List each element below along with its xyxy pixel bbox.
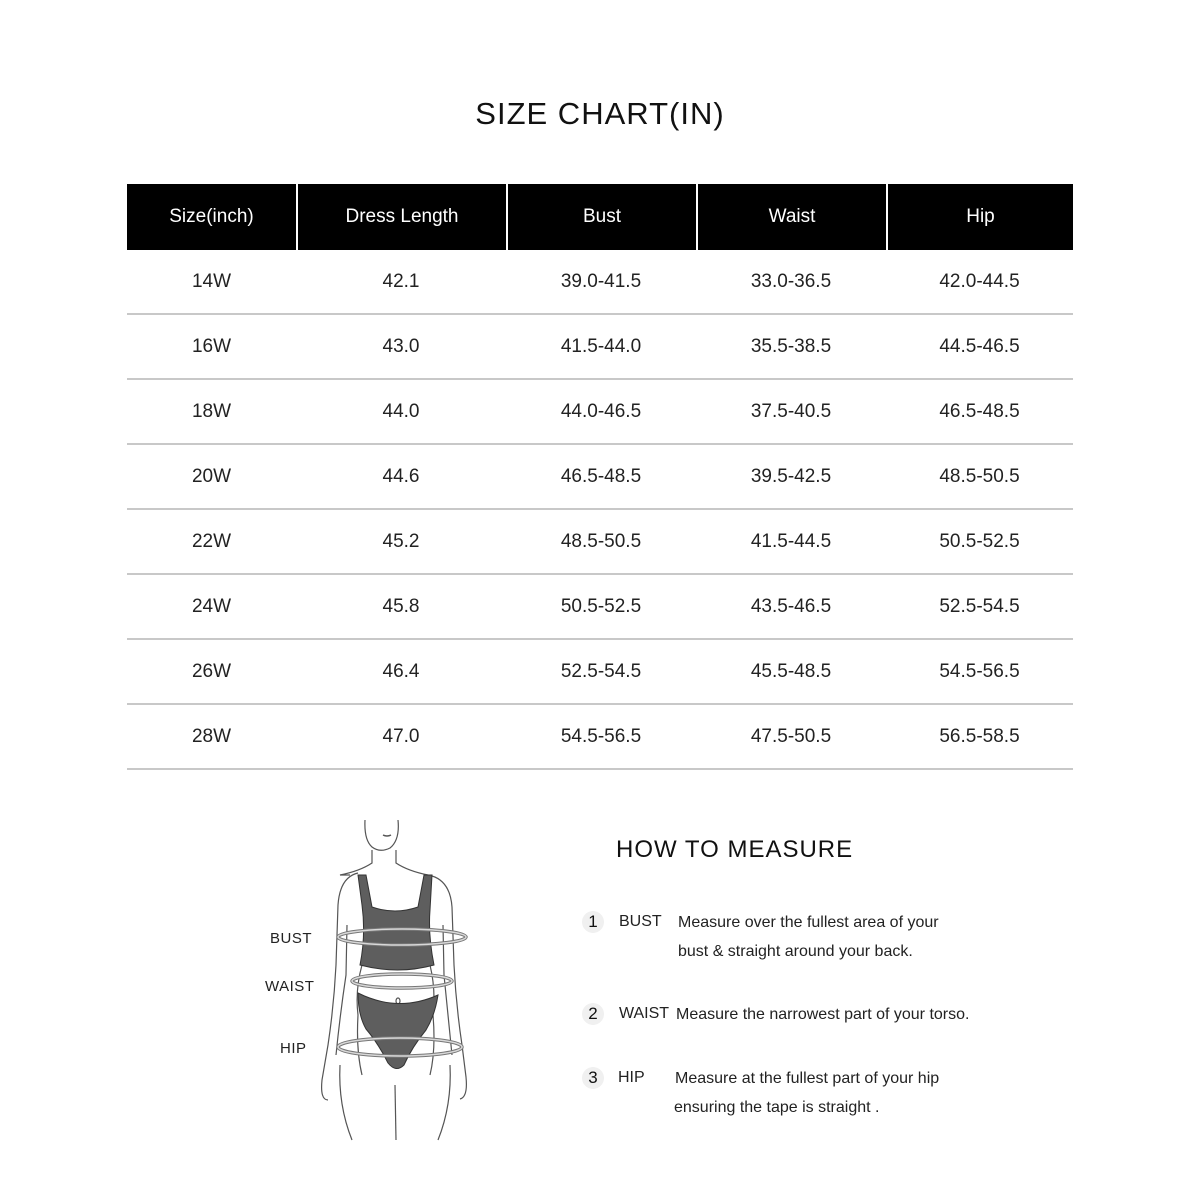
figure-label-waist: WAIST bbox=[265, 978, 315, 995]
step-1-desc-line2: bust & straight around your back. bbox=[678, 943, 913, 960]
header-bust: Bust bbox=[506, 184, 696, 250]
cell-size: 26W bbox=[191, 660, 232, 682]
cell-dress-length: 45.8 bbox=[382, 595, 420, 617]
table-row bbox=[127, 380, 1073, 445]
cell-size: 22W bbox=[191, 530, 232, 552]
how-to-measure-title: HOW TO MEASURE bbox=[616, 836, 854, 863]
table-body bbox=[127, 250, 1073, 770]
step-3-name: HIP bbox=[618, 1069, 645, 1086]
step-3-desc-line1: Measure at the fullest part of your hip bbox=[675, 1070, 940, 1087]
cell-bust: 52.5-54.5 bbox=[560, 660, 642, 682]
cell-size: 24W bbox=[191, 595, 232, 617]
cell-waist: 43.5-46.5 bbox=[750, 595, 832, 617]
header-waist: Waist bbox=[696, 184, 886, 250]
cell-dress-length: 43.0 bbox=[382, 335, 420, 357]
table-row bbox=[127, 315, 1073, 380]
header-hip: Hip bbox=[886, 184, 1073, 250]
cell-hip: 46.5-48.5 bbox=[939, 400, 1020, 422]
cell-size: 16W bbox=[191, 335, 232, 357]
cell-hip: 56.5-58.5 bbox=[939, 725, 1020, 747]
cell-waist: 33.0-36.5 bbox=[750, 270, 832, 292]
step-2-desc bbox=[676, 1000, 969, 1029]
cell-waist: 35.5-38.5 bbox=[750, 335, 832, 357]
figure-label-bust: BUST bbox=[270, 930, 313, 947]
size-table bbox=[127, 184, 1073, 770]
cell-dress-length: 47.0 bbox=[382, 725, 420, 747]
cell-dress-length: 42.1 bbox=[382, 270, 420, 292]
page-title: SIZE CHART(IN) bbox=[475, 96, 725, 131]
step-3-desc-line2: ensuring the tape is straight . bbox=[674, 1099, 880, 1116]
cell-bust: 50.5-52.5 bbox=[560, 595, 642, 617]
cell-hip: 42.0-44.5 bbox=[939, 270, 1020, 292]
step-3-desc bbox=[674, 1064, 939, 1122]
cell-size: 18W bbox=[191, 400, 232, 422]
step-3-number: 3 bbox=[582, 1067, 604, 1089]
cell-bust: 41.5-44.0 bbox=[560, 335, 642, 357]
header-dress-length: Dress Length bbox=[296, 184, 506, 250]
cell-bust: 44.0-46.5 bbox=[560, 400, 642, 422]
cell-hip: 44.5-46.5 bbox=[939, 335, 1020, 357]
cell-bust: 39.0-41.5 bbox=[560, 270, 642, 292]
table-header bbox=[127, 184, 1073, 250]
cell-bust: 46.5-48.5 bbox=[560, 465, 642, 487]
step-2-name: WAIST bbox=[619, 1005, 670, 1022]
cell-waist: 37.5-40.5 bbox=[750, 400, 832, 422]
cell-dress-length: 44.6 bbox=[382, 465, 420, 487]
cell-bust: 54.5-56.5 bbox=[560, 725, 642, 747]
cell-bust: 48.5-50.5 bbox=[560, 530, 642, 552]
cell-waist: 41.5-44.5 bbox=[750, 530, 832, 552]
step-1-number: 1 bbox=[582, 911, 604, 933]
table-row bbox=[127, 705, 1073, 770]
header-size: Size(inch) bbox=[127, 184, 296, 250]
step-1-desc bbox=[678, 908, 939, 966]
table-row bbox=[127, 575, 1073, 640]
step-2-desc-line1: Measure the narrowest part of your torso. bbox=[676, 1006, 970, 1023]
cell-dress-length: 46.4 bbox=[382, 660, 420, 682]
cell-dress-length: 45.2 bbox=[382, 530, 420, 552]
cell-hip: 48.5-50.5 bbox=[939, 465, 1020, 487]
step-1-desc-line1: Measure over the fullest area of your bbox=[678, 914, 939, 931]
cell-size: 14W bbox=[191, 270, 232, 292]
table-row bbox=[127, 510, 1073, 575]
cell-waist: 39.5-42.5 bbox=[750, 465, 832, 487]
cell-dress-length: 44.0 bbox=[382, 400, 420, 422]
table-row bbox=[127, 445, 1073, 510]
step-2-number: 2 bbox=[582, 1003, 604, 1025]
step-1-name: BUST bbox=[619, 913, 662, 930]
table-row bbox=[127, 640, 1073, 705]
cell-hip: 54.5-56.5 bbox=[939, 660, 1020, 682]
figure-label-hip: HIP bbox=[280, 1040, 307, 1057]
cell-hip: 50.5-52.5 bbox=[939, 530, 1020, 552]
cell-size: 20W bbox=[191, 465, 232, 487]
table-row bbox=[127, 250, 1073, 315]
cell-waist: 45.5-48.5 bbox=[750, 660, 832, 682]
cell-hip: 52.5-54.5 bbox=[939, 595, 1020, 617]
cell-size: 28W bbox=[191, 725, 232, 747]
cell-waist: 47.5-50.5 bbox=[750, 725, 832, 747]
